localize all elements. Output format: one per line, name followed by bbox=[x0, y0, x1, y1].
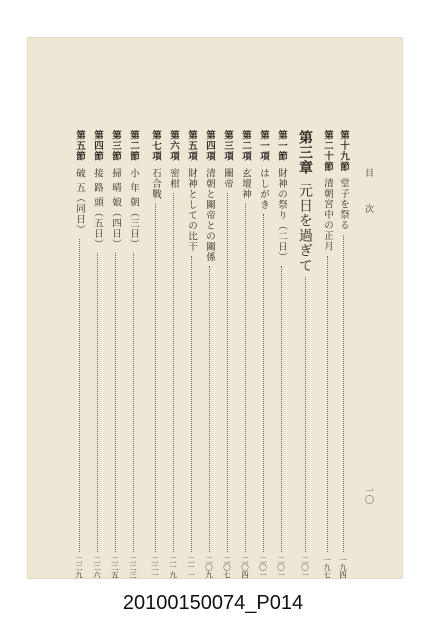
entry-page: 二二三 bbox=[128, 555, 138, 578]
leader-dots bbox=[97, 253, 98, 551]
entry-label: 第二節 bbox=[128, 130, 139, 162]
entry-page: 二〇七 bbox=[222, 555, 232, 578]
entry-title: 玄壇神 bbox=[240, 167, 251, 199]
leader-dots bbox=[115, 253, 116, 551]
toc-entry bbox=[336, 130, 350, 578]
chapter-label: 第三章 bbox=[297, 130, 313, 175]
chapter-title: 元日を過ぎて bbox=[297, 183, 313, 273]
leader-dots bbox=[209, 266, 210, 552]
entry-title: 堂子を祭る bbox=[338, 178, 349, 231]
leader-dots bbox=[327, 256, 328, 552]
toc-entry bbox=[202, 130, 216, 578]
toc-entry bbox=[166, 130, 180, 578]
leader-dots bbox=[191, 256, 192, 552]
entry-page: 二二九 bbox=[74, 555, 84, 578]
entry-page: 二〇四 bbox=[240, 555, 250, 578]
entry-page: 二一九 bbox=[168, 555, 178, 578]
entry-label: 第四節 bbox=[92, 130, 103, 162]
entry-page: 一九四 bbox=[338, 555, 348, 578]
entry-label: 第七項 bbox=[150, 130, 161, 162]
entry-page: 二二一 bbox=[150, 555, 160, 578]
entry-label: 第四項 bbox=[204, 130, 215, 162]
entry-label: 第五節 bbox=[74, 130, 85, 162]
page-number: 一〇 bbox=[363, 486, 373, 504]
leader-dots bbox=[79, 239, 80, 552]
entry-title: 清朝と關帝との關係 bbox=[204, 167, 215, 262]
entry-title: 掃 晴 娘（四日） bbox=[110, 167, 121, 250]
entry-label: 第一節 bbox=[276, 130, 287, 162]
entry-title: 關帝 bbox=[222, 167, 233, 189]
entry-title: 石合戰 bbox=[150, 167, 161, 199]
toc-entry bbox=[256, 130, 270, 578]
entry-page: 二〇一 bbox=[276, 555, 286, 578]
toc-entry bbox=[126, 130, 140, 578]
toc-entry bbox=[184, 130, 198, 578]
entry-title: 小 年 朝（三日） bbox=[128, 167, 139, 250]
entry-title: 接 路 頭（五日） bbox=[92, 167, 103, 250]
entry-title: 財神としての比干 bbox=[186, 167, 197, 252]
leader-dots bbox=[245, 203, 246, 552]
header-label: 目 次 bbox=[363, 168, 373, 225]
leader-dots bbox=[173, 193, 174, 552]
entry-page: 二〇一 bbox=[258, 555, 268, 578]
toc-entry bbox=[108, 130, 122, 578]
entry-page: 二一一 bbox=[186, 555, 196, 578]
entry-label: 第二項 bbox=[240, 130, 251, 162]
toc-entry bbox=[72, 130, 86, 578]
entry-label: 第六項 bbox=[168, 130, 179, 162]
entry-page: 二〇一 bbox=[300, 555, 310, 578]
toc-entry bbox=[274, 130, 288, 578]
leader-dots bbox=[263, 214, 264, 552]
entry-page: 二二五 bbox=[110, 555, 120, 578]
toc-entry bbox=[148, 130, 162, 578]
entry-label: 第五項 bbox=[186, 130, 197, 162]
entry-label: 第二十節 bbox=[322, 130, 333, 172]
entry-label: 第三節 bbox=[110, 130, 121, 162]
entry-label: 第三項 bbox=[222, 130, 233, 162]
entry-label: 第十九節 bbox=[338, 130, 349, 172]
leader-dots bbox=[155, 203, 156, 552]
toc-chapter bbox=[294, 130, 316, 578]
leader-dots bbox=[133, 253, 134, 551]
entry-title: 密柑 bbox=[168, 167, 179, 189]
toc-entry bbox=[320, 130, 334, 578]
entry-page: 一九七 bbox=[322, 555, 332, 578]
entry-title: 破 五（同日） bbox=[74, 167, 85, 235]
leader-dots bbox=[281, 266, 282, 552]
leader-dots bbox=[305, 277, 306, 552]
toc-entry bbox=[90, 130, 104, 578]
toc-entry bbox=[238, 130, 252, 578]
book-page bbox=[28, 38, 402, 578]
leader-dots bbox=[343, 235, 344, 552]
entry-title: はしがき bbox=[258, 167, 269, 210]
image-caption: 20100150074_P014 bbox=[122, 592, 304, 614]
toc-entry bbox=[220, 130, 234, 578]
entry-label: 第一項 bbox=[258, 130, 269, 162]
entry-title: 財神の祭り（二日） bbox=[276, 167, 287, 262]
entry-title: 清朝宮中の正月 bbox=[322, 178, 333, 252]
entry-page: 二〇九 bbox=[204, 555, 214, 578]
entry-page: 二二六 bbox=[92, 555, 102, 578]
leader-dots bbox=[227, 193, 228, 552]
